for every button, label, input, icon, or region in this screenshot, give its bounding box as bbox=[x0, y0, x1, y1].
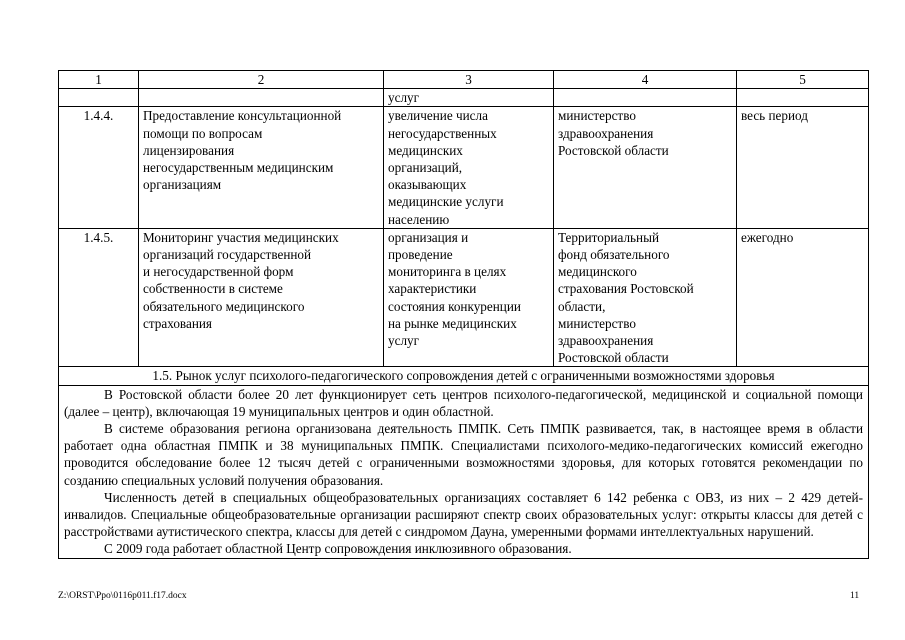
table-row bbox=[59, 228, 869, 367]
section-title: 1.5. Рынок услуг психолого-педагогического сопровождения детей с ограниченными возможностями здоровья bbox=[59, 367, 869, 385]
text-line: негосударственным медицинским bbox=[143, 160, 334, 176]
text-line: здравоохранения bbox=[558, 125, 654, 141]
text-line: Мониторинг участия медицинских bbox=[143, 229, 339, 245]
text-line: медицинских bbox=[388, 142, 463, 158]
text-line: услуг bbox=[388, 333, 420, 349]
result-cell bbox=[384, 228, 554, 367]
text-line: характеристики bbox=[388, 281, 477, 297]
text-line: негосударственных bbox=[388, 125, 497, 141]
text-line: обязательного медицинского bbox=[143, 298, 305, 314]
text-line: увеличение числа bbox=[388, 108, 488, 124]
text-line: населению bbox=[388, 211, 450, 227]
text-line: организаций государственной bbox=[143, 247, 312, 263]
paragraph: В системе образования региона организована деятельность ПМПК. Сеть ПМПК развивается, так, в настоящее время в области работает одна областная ПМПК и 38 муниципальных ПМПК. Специалистами психолого-медико-педагогических комиссий ежегодно проводится обследование более 12 тысяч детей с ограниченными возможностями здоровья, для которых готовятся рекомендации по созданию специальных условий получения образования. bbox=[64, 421, 863, 488]
text-line: медицинского bbox=[558, 264, 637, 280]
continuation-cell-2 bbox=[139, 89, 384, 107]
text-line: лицензирования bbox=[143, 142, 235, 158]
continuation-cell-3: услуг bbox=[384, 89, 554, 107]
text-line: оказывающих bbox=[388, 177, 467, 193]
header-cell-1: 1 bbox=[59, 71, 139, 89]
text-line: и негосударственной форм bbox=[143, 264, 294, 280]
continuation-cell-1 bbox=[59, 89, 139, 107]
paragraph: Численность детей в специальных общеобразовательных организациях составляет 6 142 ребенка с ОВЗ, из них – 2 429 детей-инвалидов. Специальные общеобразовательные организации расширяют спектр своих образовательных услуг: открыты классы для детей с расстройствами аутистического спектра, классы для детей с синдромом Дауна, умеренными формами интеллектуальных нарушений. bbox=[64, 489, 863, 540]
text-line: Предоставление консультационной bbox=[143, 108, 342, 124]
paragraph: С 2009 года работает областной Центр сопровождения инклюзивного образования. bbox=[104, 541, 572, 557]
executor-cell bbox=[554, 228, 737, 367]
document-table bbox=[58, 70, 869, 559]
table-header-row bbox=[59, 71, 869, 89]
text-line: министерство bbox=[558, 315, 636, 331]
header-cell-2: 2 bbox=[139, 71, 384, 89]
file-path: Z:\ORST\Ppo\0116p011.f17.docx bbox=[58, 591, 187, 601]
text-line: страхования bbox=[143, 315, 212, 331]
text-line: здравоохранения bbox=[558, 333, 654, 349]
text-line: помощи по вопросам bbox=[143, 125, 263, 141]
header-cell-4: 4 bbox=[554, 71, 737, 89]
section-title-row bbox=[59, 367, 869, 385]
text-line: Ростовской области bbox=[558, 142, 669, 158]
text-line: состояния конкуренции bbox=[388, 298, 521, 314]
text-line: Территориальный bbox=[558, 229, 660, 245]
table-row bbox=[59, 107, 869, 228]
text-line: организациям bbox=[143, 177, 222, 193]
section-text bbox=[59, 385, 869, 558]
measure-cell bbox=[139, 228, 384, 367]
text-line: собственности в системе bbox=[143, 281, 283, 297]
paragraph: В Ростовской области более 20 лет функционирует сеть центров психолого-педагогической, медицинской и социальной помощи (далее – центр), включающая 19 муниципальных центров и один областной. bbox=[64, 386, 863, 419]
text-line: Ростовской области bbox=[558, 350, 669, 366]
continuation-cell-4 bbox=[554, 89, 737, 107]
text-line: на рынке медицинских bbox=[388, 315, 517, 331]
period-cell: весь период bbox=[737, 107, 869, 228]
text-line: фонд обязательного bbox=[558, 247, 670, 263]
text-line: мониторинга в целях bbox=[388, 264, 507, 280]
row-number: 1.4.5. bbox=[59, 228, 139, 367]
text-line: проведение bbox=[388, 247, 453, 263]
text-line: страхования Ростовской bbox=[558, 281, 694, 297]
result-cell bbox=[384, 107, 554, 228]
text-line: организаций, bbox=[388, 160, 463, 176]
page-number: 11 bbox=[850, 591, 860, 601]
period-cell: ежегодно bbox=[737, 228, 869, 367]
text-line: организация и bbox=[388, 229, 469, 245]
row-number: 1.4.4. bbox=[59, 107, 139, 228]
measure-cell bbox=[139, 107, 384, 228]
continuation-row bbox=[59, 89, 869, 107]
text-line: министерство bbox=[558, 108, 636, 124]
text-line: области, bbox=[558, 298, 606, 314]
header-cell-3: 3 bbox=[384, 71, 554, 89]
continuation-cell-5 bbox=[737, 89, 869, 107]
header-cell-5: 5 bbox=[737, 71, 869, 89]
text-line: медицинские услуги bbox=[388, 194, 504, 210]
executor-cell bbox=[554, 107, 737, 228]
section-text-row bbox=[59, 385, 869, 558]
